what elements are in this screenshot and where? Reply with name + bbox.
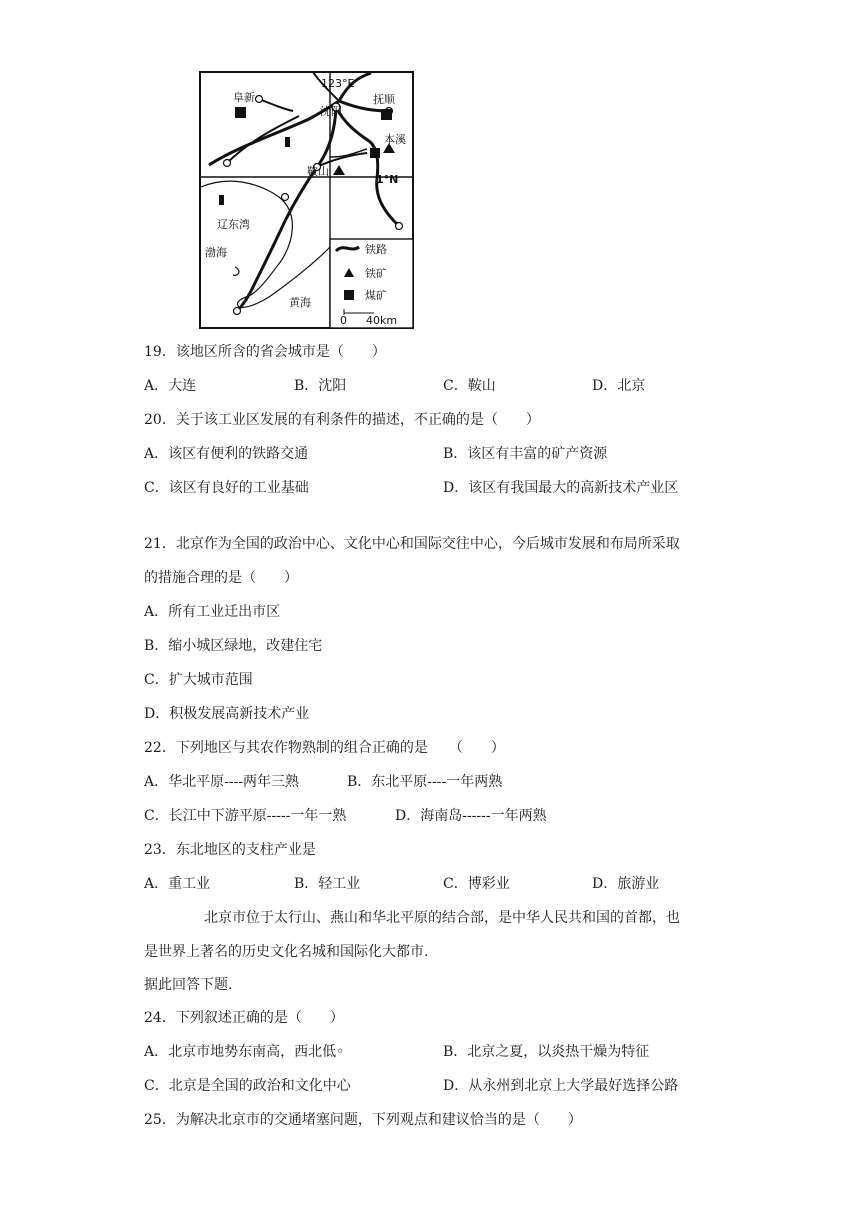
legend-scale-zero: 0	[340, 314, 347, 327]
question-20-option-b: B．该区有丰富的矿产资源	[443, 446, 608, 462]
question-21-stem-line2: 的措施合理的是（ ）	[144, 570, 298, 586]
question-19-option-c: C．鞍山	[443, 378, 496, 394]
label-liaodong-bay: 辽东湾	[217, 218, 250, 231]
legend-coal-symbol	[344, 290, 354, 300]
passage-line-2: 是世界上著名的历史文化名城和国际化大都市.	[144, 944, 429, 960]
question-23-option-d: D．旅游业	[592, 876, 660, 892]
label-meridian: 123°E	[321, 77, 355, 90]
question-24-option-b: B．北京之夏，以炎热干燥为特征	[443, 1044, 650, 1060]
label-shenyang: 沈阳	[320, 105, 342, 118]
label-parallel: 1°N	[376, 173, 399, 186]
question-20-option-c: C．该区有良好的工业基础	[144, 480, 309, 496]
northeast-industrial-map	[199, 71, 414, 329]
question-20-option-a: A．该区有便利的铁路交通	[144, 446, 309, 462]
question-22-option-c: C．长江中下游平原-----一年一熟	[144, 808, 347, 824]
question-20-stem: 20．关于该工业区发展的有利条件的描述，不正确的是（ ）	[144, 412, 540, 428]
label-yellow-sea: 黄海	[289, 296, 311, 309]
question-24-option-a: A．北京市地势东南高，西北低◦	[144, 1044, 345, 1060]
question-24-option-c: C．北京是全国的政治和文化中心	[144, 1078, 351, 1094]
question-20-option-d: D．该区有我国最大的高新技术产业区	[443, 480, 679, 496]
question-19-option-d: D．北京	[592, 378, 646, 394]
legend-scale-value: 40km	[366, 314, 398, 327]
question-24-stem: 24．下列叙述正确的是（ ）	[144, 1010, 344, 1026]
question-23-stem: 23．东北地区的支柱产业是	[144, 842, 316, 858]
question-21-option-d: D．积极发展高新技术产业	[144, 706, 310, 722]
label-fuxin: 阜新	[233, 91, 255, 104]
question-21-option-b: B．缩小城区绿地，改建住宅	[144, 638, 323, 654]
coal-mine-benxi	[370, 148, 380, 158]
question-22-option-d: D．海南岛------一年两熟	[395, 808, 547, 824]
label-fushun: 抚顺	[373, 93, 395, 106]
question-22-stem: 22．下列地区与其农作物熟制的组合正确的是 （ ）	[144, 740, 505, 756]
coal-mine-fuxin	[235, 107, 246, 118]
passage-line-3: 据此回答下题.	[144, 977, 233, 993]
passage-line-1: 北京市位于太行山、燕山和华北平原的结合部，是中华人民共和国的首都，也	[204, 910, 680, 926]
question-19-stem: 19．该地区所含的省会城市是（ ）	[144, 344, 386, 360]
question-23-option-a: A．重工业	[144, 876, 211, 892]
question-21-stem-line1: 21．北京作为全国的政治中心、文化中心和国际交往中心，今后城市发展和布局所采取	[144, 536, 680, 552]
question-24-option-d: D．从永州到北京上大学最好选择公路	[443, 1078, 679, 1094]
label-benxi: 本溪	[384, 133, 406, 146]
legend-railway-label: 铁路	[365, 243, 387, 256]
question-23-option-c: C．博彩业	[443, 876, 510, 892]
question-22-option-b: B．东北平原----一年两熟	[347, 774, 503, 790]
label-anshan: 鞍山	[307, 165, 329, 178]
coal-mine-fushun	[381, 109, 392, 120]
question-19-option-a: A．大连	[144, 378, 197, 394]
question-21-option-a: A．所有工业迁出市区	[144, 604, 281, 620]
question-19-option-b: B．沈阳	[294, 378, 347, 394]
legend-iron-label: 铁矿	[365, 267, 387, 280]
question-25-stem: 25．为解决北京市的交通堵塞问题，下列观点和建议恰当的是（ ）	[144, 1112, 582, 1128]
question-21-option-c: C．扩大城市范围	[144, 672, 253, 688]
legend-coal-label: 煤矿	[365, 289, 387, 302]
label-bohai: 渤海	[205, 246, 227, 259]
question-22-option-a: A．华北平原----两年三熟	[144, 774, 300, 790]
question-23-option-b: B．轻工业	[294, 876, 361, 892]
